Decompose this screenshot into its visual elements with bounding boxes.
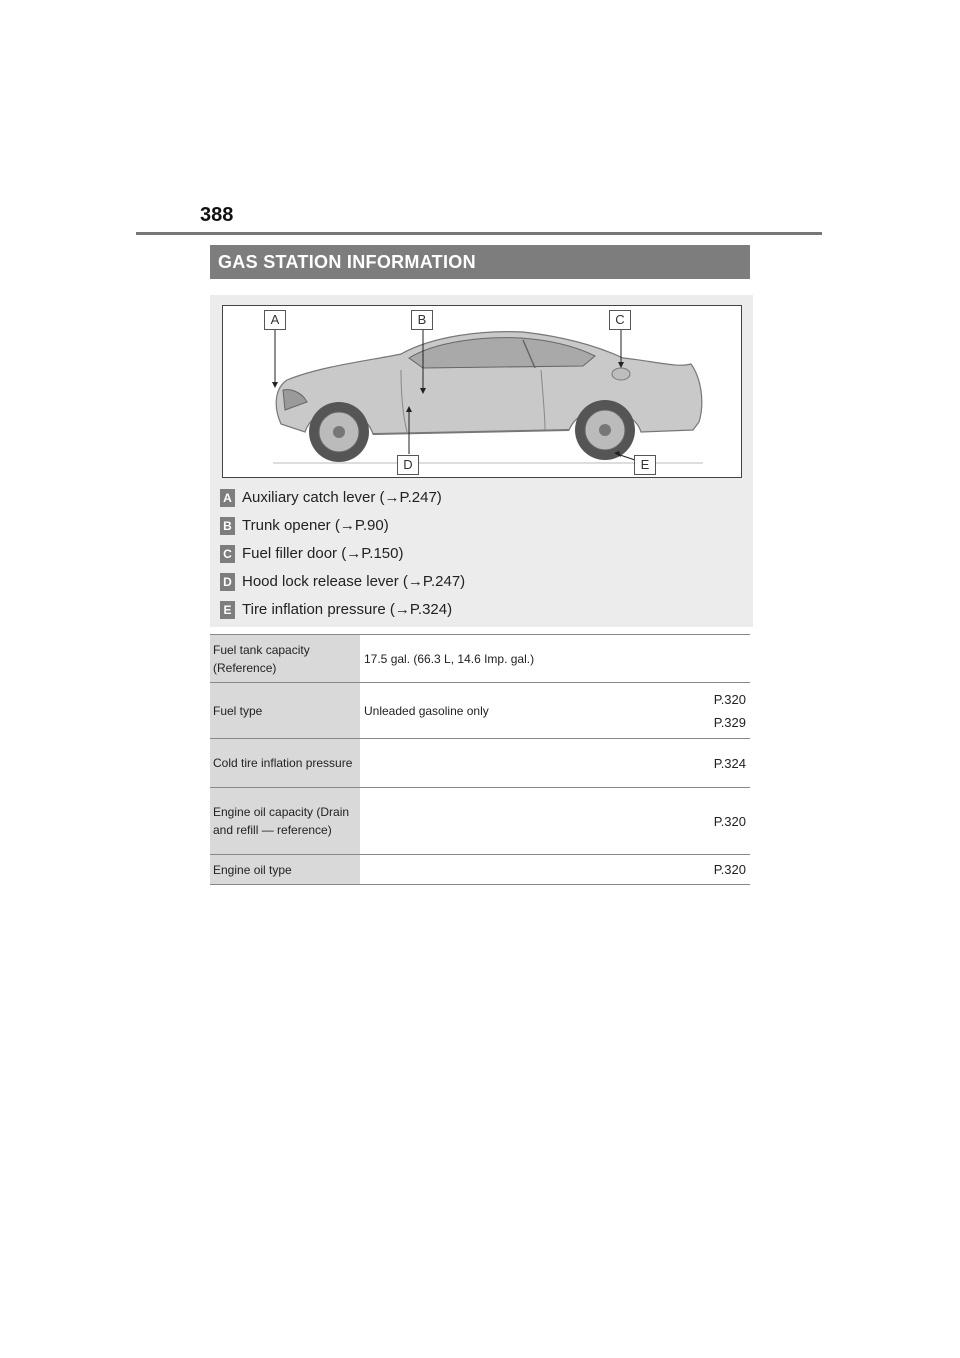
- row-refs: [630, 635, 750, 682]
- row-label: Engine oil capacity (Drain and refill — reference): [210, 788, 360, 854]
- row-label: Fuel tank capacity (Reference): [210, 635, 360, 682]
- page-reference: P.320: [713, 862, 746, 877]
- callout-label: D: [397, 455, 419, 475]
- legend-text: Hood lock release lever (→P.247): [242, 573, 466, 590]
- row-refs: [630, 739, 750, 787]
- row-refs: [630, 788, 750, 854]
- section-title: GAS STATION INFORMATION: [210, 245, 750, 279]
- table-row: [210, 788, 750, 855]
- row-value: [360, 855, 630, 884]
- row-label: Cold tire inflation pressure: [210, 739, 360, 787]
- table-row: [210, 739, 750, 788]
- row-label: Engine oil type: [210, 855, 360, 884]
- row-refs: [630, 855, 750, 884]
- page-reference: P.329: [713, 714, 746, 730]
- header-rule: [136, 232, 822, 235]
- page-number: 388: [200, 204, 234, 226]
- callout-label: E: [634, 455, 656, 475]
- page-reference: P.324: [713, 755, 746, 771]
- callout-label: C: [609, 310, 631, 330]
- page-reference: P.320: [713, 691, 746, 707]
- car-side-view-icon: [223, 306, 741, 477]
- legend-badge: A: [220, 489, 235, 507]
- spec-table: [210, 634, 750, 885]
- row-label: Fuel type: [210, 683, 360, 738]
- legend-text: Auxiliary catch lever (→P.247): [242, 489, 442, 506]
- table-row: [210, 635, 750, 683]
- legend-text: Trunk opener (→P.90): [242, 517, 389, 534]
- legend-badge: B: [220, 517, 235, 535]
- row-refs: [630, 683, 750, 738]
- car-illustration: [222, 305, 742, 478]
- row-value: [360, 788, 630, 854]
- table-row: [210, 855, 750, 885]
- callout-label: A: [264, 310, 286, 330]
- page-reference: P.320: [713, 813, 746, 829]
- legend-badge: E: [220, 601, 235, 619]
- callout-label: B: [411, 310, 433, 330]
- row-value: Unleaded gasoline only: [364, 703, 489, 718]
- legend-text: Tire inflation pressure (→P.324): [242, 601, 453, 618]
- legend-badge: D: [220, 573, 235, 591]
- row-value: [360, 739, 630, 787]
- row-value: 17.5 gal. (66.3 L, 14.6 Imp. gal.): [364, 651, 535, 666]
- legend-text: Fuel filler door (→P.150): [242, 545, 404, 562]
- legend-badge: C: [220, 545, 235, 563]
- table-row: [210, 683, 750, 739]
